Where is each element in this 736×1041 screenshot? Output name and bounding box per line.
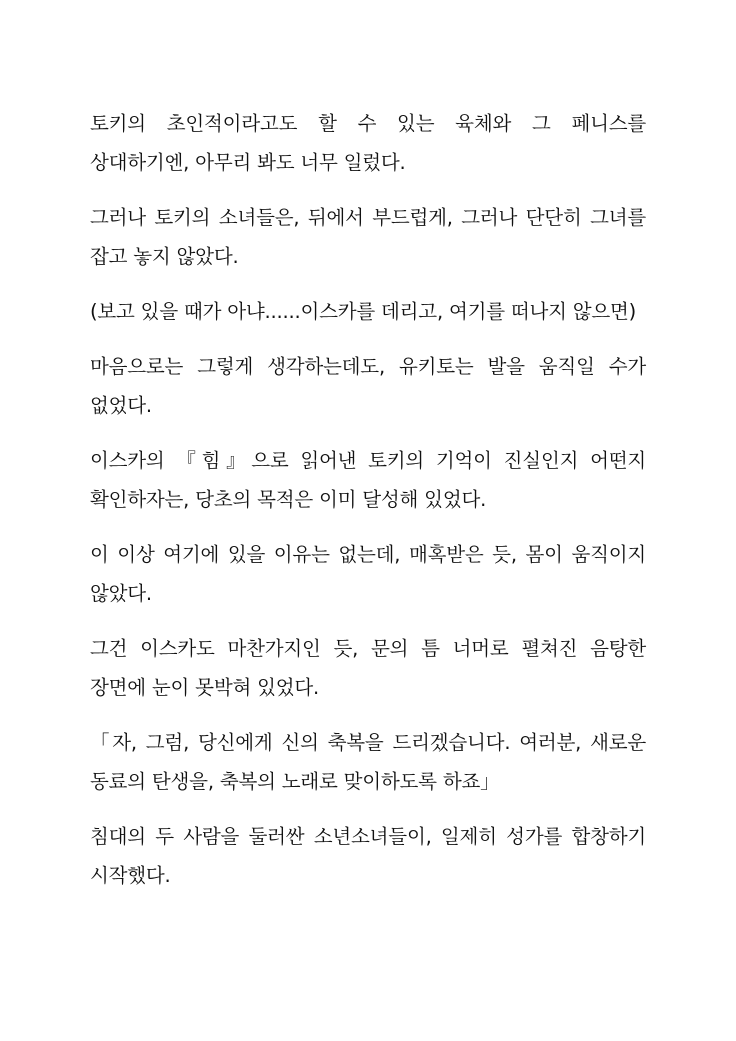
paragraph: 그건 이스카도 마찬가지인 듯, 문의 틈 너머로 펼쳐진 음탕한 장면에 눈이 못박혀 있었다. bbox=[90, 637, 646, 699]
paragraph: 이 이상 여기에 있을 이유는 없는데, 매혹받은 듯, 몸이 움직이지 않았다. bbox=[90, 543, 646, 605]
dialogue-paragraph: 「자, 그럼, 당신에게 신의 축복을 드리겠습니다. 여러분, 새로운 동료의 탄생을, 축복의 노래로 맞이하도록 하죠」 bbox=[90, 731, 646, 793]
paragraph: 그러나 토키의 소녀들은, 뒤에서 부드럽게, 그러나 단단히 그녀를 잡고 놓지 않았다. bbox=[90, 206, 646, 268]
paragraph: 이스카의 『힘』으로 읽어낸 토키의 기억이 진실인지 어떤지 확인하자는, 당초의 목적은 이미 달성해 있었다. bbox=[90, 449, 646, 511]
paragraph: (보고 있을 때가 아냐......이스카를 데리고, 여기를 떠나지 않으면) bbox=[90, 300, 637, 323]
paragraph: 토키의 초인적이라고도 할 수 있는 육체와 그 페니스를 상대하기엔, 아무리 봐도 너무 일렀다. bbox=[90, 112, 646, 174]
document-body bbox=[90, 104, 646, 911]
paragraph: 침대의 두 사람을 둘러싼 소년소녀들이, 일제히 성가를 합창하기 시작했다. bbox=[90, 825, 646, 887]
paragraph: 마음으로는 그렇게 생각하는데도, 유키토는 발을 움직일 수가 없었다. bbox=[90, 355, 646, 417]
